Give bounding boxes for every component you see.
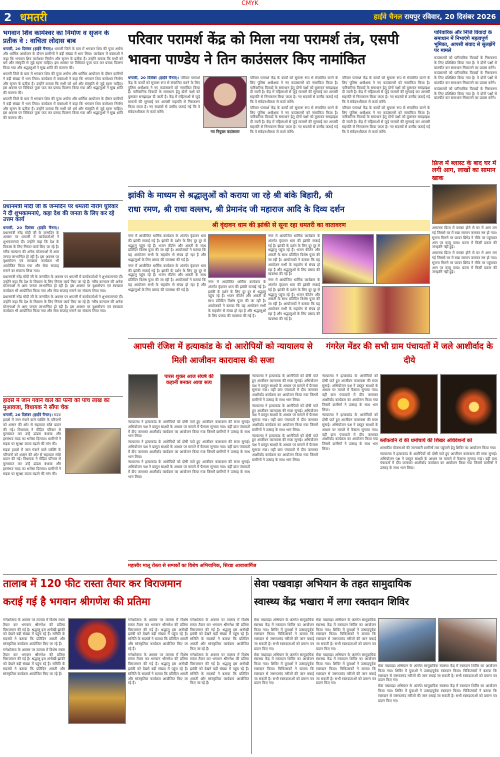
article-fridge-fire: फ्रिज में ब्लास्ट के बाद घर में लगी आग, लाखों का सामान खाक अचानक फ्रिज में ब्लास्ट होने से घर में आग लग गई जिससे घर में रखा सामान जलकर नष्ट हो गया। सूचना मिलने पर फायर ब्रिगेड ने मौके पर पहुंचकर आग पर काबू पाया। घटना में किसी प्रकार की जनहानि नहीं हुई। अचानक फ्रिज में ब्लास्ट होने से घर में आग लग गई जिससे घर में रखा सामान जलकर नष्ट हो गया। सूचना मिलने पर फायर ब्रिगेड ने मौके पर पहुंचकर आग पर काबू पाया। घटना में किसी प्रकार की जनहानि नहीं हुई।	[432, 160, 497, 275]
bottom-right-headline: सेवा पखवाड़ा अभियान के तहत सामुदायिक स्वास्थ्य केंद्र भखारा में लगा रक्तदान शिविर	[254, 579, 412, 608]
strip-headline: महासीर मालू रोस्ता से सम्पर्कों का विशेष अभियानिक, सिरडा आवाजार्मिज	[128, 564, 257, 569]
print-color-mark: CMYK	[241, 0, 259, 7]
mid-body-1: न्यायालय ने हत्याकांड के आरोपियों को दोषी पाते हुए आजीवन कारावास की सजा सुनाई। अभियोजन पक्ष ने प्रस्तुत साक्ष्यों के आधार पर मामले में फैसला सुनाया गया। वहीं ग्राम पंचायतों में दीप जलाकर आशीर्वाद कार्यक्रम का आयोजन किया गया जिसमें ग्रामीणों ने उत्साह के साथ भाग लिया। न्यायालय ने हत्याकांड के आरोपियों को दोषी पाते हुए आजीवन कारावास की सजा सुनाई। अभियोजन पक्ष ने प्रस्तुत साक्ष्यों के आधार पर मामले में फैसला सुनाया गया। वहीं ग्राम पंचायतों में दीप जलाकर आशीर्वाद कार्यक्रम का आयोजन किया गया जिसमें ग्रामीणों ने उत्साह के साथ भाग लिया। न्यायालय ने हत्याकांड के आरोपियों को दोषी पाते हुए आजीवन कारावास की सजा सुनाई। अभियोजन पक्ष ने प्रस्तुत साक्ष्यों के आधार पर मामले में फैसला सुनाया गया। वहीं ग्राम पंचायतों में दीप जलाकर आशीर्वाद कार्यक्रम का आयोजन किया गया जिसमें ग्रामीणों ने उत्साह के साथ भाग लिया।	[252, 374, 318, 462]
jhanki-photo-2	[322, 234, 374, 284]
article-body: धमतरी, 20 दिसंबर (हाईवे चैनल)। प्रधानमंत्री नरेंद्र मोदी जी के जन्मदिन के अवसर पर धमतरी में कार्यकर्ताओं ने शुभकामनाएं दीं। उन्होंने कहा कि देश के विकास के लिए निरंतर कार्य किए जा रहे हैं। गरीब कल्याण की अनेक योजनाओं से आम जनता लाभान्वित हो रही है। इस अवसर पर वृक्षारोपण एवं स्वच्छता कार्यक्रम भी आयोजित किया गया और सेवा सप्ताह मनाने का संकल्प लिया गया।	[3, 224, 59, 273]
mid-sub-left: पारस शुक्ल आज संघर्ष की कहानी बनकर आया सत्य	[164, 374, 214, 386]
newspaper-city: रायपुर	[404, 13, 421, 21]
ganesh-photo-2	[68, 672, 126, 724]
masthead	[0, 10, 500, 25]
center-banner: श्री वृंदावन धाम की झांकी से सूना रहा धमतरी का वातावरण	[128, 220, 430, 231]
bottom-left-headline: तालाब में 120 फीट रास्ता तैयार कर विराजमान कराई गई है भगवान श्रीगणेश की प्रतिमा	[3, 579, 182, 608]
bottom-left-body-3: गणेशोत्सव के अवसर पर तालाब में विशेष रास्ता तैयार कर भगवान श्रीगणेश की प्रतिमा विराजमान की गई है। श्रद्धालु इस अनोखी झांकी को देखने बड़ी संख्या में पहुंच रहे हैं। समिति के सदस्यों ने बताया कि प्रतिदिन आरती और सांस्कृतिक कार्यक्रम आयोजित किए जा रहे हैं। गणेशोत्सव के अवसर पर तालाब में विशेष रास्ता तैयार कर भगवान श्रीगणेश की प्रतिमा विराजमान की गई है। श्रद्धालु इस अनोखी झांकी को देखने बड़ी संख्या में पहुंच रहे हैं। समिति के सदस्यों ने बताया कि प्रतिदिन आरती और सांस्कृतिक कार्यक्रम आयोजित किए जा रहे हैं।	[190, 618, 249, 686]
blood-donation-photo-1	[378, 618, 436, 662]
center-body-1: नगर में आयोजित धार्मिक कार्यक्रम के अंतर्गत वृंदावन धाम की झांकी सजाई गई है। झांकी के दर्शन के लिए दूर दूर से श्रद्धालु पहुंच रहे हैं। भजन कीर्तन और आरती के साथ प्रतिदिन विशेष पूजा की जा रही है। आयोजकों ने बताया कि यह आयोजन सभी के सहयोग से संपन्न हो रहा है और श्रद्धालुओं के लिए प्रसाद की व्यवस्था की गई है। नगर में आयोजित धार्मिक कार्यक्रम के अंतर्गत वृंदावन धाम की झांकी सजाई गई है। झांकी के दर्शन के लिए दूर दूर से श्रद्धालु पहुंच रहे हैं। भजन कीर्तन और आरती के साथ प्रतिदिन विशेष पूजा की जा रही है। आयोजकों ने बताया कि यह आयोजन सभी के सहयोग से संपन्न हो रहा है और श्रद्धालुओं के लिए प्रसाद की व्यवस्था की गई है।	[128, 234, 206, 292]
article-compensation	[3, 398, 123, 566]
masthead-info	[374, 10, 496, 25]
divider	[3, 200, 123, 201]
fire-photo	[432, 184, 497, 224]
sp-portrait-photo	[203, 76, 247, 128]
article-byline: धमतरी, 20 दिसंबर (हाईवे चैनल)।	[3, 46, 54, 51]
issue-date: रविवार, 20 दिसंबर 2026	[422, 13, 496, 21]
jhanki-photo-1	[208, 234, 266, 278]
accused-photo-1	[128, 374, 158, 418]
center-headline: झांकी के माध्यम से श्रद्धालुओं को कराया जा रहे श्री बांके बिहारी, श्री राधा रमण, श्री राधा वल्लभ, श्री प्रेमानंद जी महाराज आदि के दिव्य दर्शन	[128, 190, 345, 214]
lead-body-left: धमतरी, 20 दिसंबर (हाईवे चैनल)। परिवार परामर्श केंद्र के कार्यों को सुचारू रूप से संचालित करने के लिए पुलिस अधीक्षक ने नए काउंसलरों को नामांकित किया है। पारिवारिक विवादों के समाधान हेतु दोनों पक्षों को बुलाकर समझाइश दी जाती है। केंद्र में महिलाओं से जुड़े मामलों की सुनवाई कर आपसी सहमति से निराकरण किया जाता है। नए सदस्यों से उम्मीद जताई गई कि वे संवेदनशीलता से कार्य करेंगे।	[128, 76, 200, 114]
photo-caption: नव नियुक्त काउंसलर	[210, 129, 240, 134]
bottom-right-body-3: सेवा पखवाड़ा अभियान के अंतर्गत सामुदायिक स्वास्थ्य केंद्र में रक्तदान शिविर का आयोजन किया गया। शिविर में युवाओं ने उत्साहपूर्वक रक्तदान किया। चिकित्सकों ने बताया कि रक्तदान से जरूरतमंद मरीजों की जान बचाई जा सकती है। सभी रक्तदाताओं को प्रमाण पत्र प्रदान किए गए। सेवा पखवाड़ा अभियान के अंतर्गत सामुदायिक स्वास्थ्य केंद्र में रक्तदान शिविर का आयोजन किया गया। शिविर में युवाओं ने उत्साहपूर्वक रक्तदान किया। चिकित्सकों ने बताया कि रक्तदान से जरूरतमंद मरीजों की जान बचाई जा सकती है। सभी रक्तदाताओं को प्रमाण पत्र प्रदान किए गए।	[378, 664, 497, 703]
lead-body-mid: परिवार परामर्श केंद्र के कार्यों को सुचारू रूप से संचालित करने के लिए पुलिस अधीक्षक ने नए काउंसलरों को नामांकित किया है। पारिवारिक विवादों के समाधान हेतु दोनों पक्षों को बुलाकर समझाइश दी जाती है। केंद्र में महिलाओं से जुड़े मामलों की सुनवाई कर आपसी सहमति से निराकरण किया जाता है। नए सदस्यों से उम्मीद जताई गई कि वे संवेदनशीलता से कार्य करेंगे। परिवार परामर्श केंद्र के कार्यों को सुचारू रूप से संचालित करने के लिए पुलिस अधीक्षक ने नए काउंसलरों को नामांकित किया है। पारिवारिक विवादों के समाधान हेतु दोनों पक्षों को बुलाकर समझाइश दी जाती है। केंद्र में महिलाओं से जुड़े मामलों की सुनवाई कर आपसी सहमति से निराकरण किया जाता है। नए सदस्यों से उम्मीद जताई गई कि वे संवेदनशीलता से कार्य करेंगे।	[250, 76, 338, 134]
divider	[128, 338, 497, 339]
article-body: धमतरी, 20 दिसंबर (हाईवे चैनल)। सड़क हादसे में जान गंवाने वाले व्यक्ति के परिजनों को शासन की ओर से सहायता राशि प्रदान की गई। विधायक ने पीड़ित परिवार से मुलाकात कर उन्हें ढांढस बंधाया और हरसंभव मदद का भरोसा दिलाया। ग्रामीणों ने सड़क पर सुरक्षा उपाय बढ़ाने की मांग की। सड़क हादसे में जान गंवाने वाले व्यक्ति के परिजनों को शासन की ओर से सहायता राशि प्रदान की गई। विधायक ने पीड़ित परिवार से मुलाकात कर उन्हें ढांढस बंधाया और हरसंभव मदद का भरोसा दिलाया। ग्रामीणों ने सड़क पर सुरक्षा उपाय बढ़ाने की मांग की।	[3, 412, 61, 476]
article-headline: प्रधानमंत्री मोदी जी के जन्मदिन पर धमतरी नीरोग घुरिवार ने दी शुभकामनाएं, कहा देश की जनता के लिए कर रहे उत्तम कार्य	[3, 204, 119, 224]
divider	[3, 574, 497, 575]
article-counsel-side: पारिवारिक और निजि विवादों के समाधान में निभाएंगे महत्वपूर्ण भूमिका, आपसी संवाद से सुलझेंगे पर मामले काउंसलरों को पारिवारिक विवादों के निराकरण के लिए प्रशिक्षित किया गया है। वे दोनों पक्षों से बातचीत कर समाधान निकालने का प्रयास करेंगे। काउंसलरों को पारिवारिक विवादों के निराकरण के लिए प्रशिक्षित किया गया है। वे दोनों पक्षों से बातचीत कर समाधान निकालने का प्रयास करेंगे। काउंसलरों को पारिवारिक विवादों के निराकरण के लिए प्रशिक्षित किया गया है। वे दोनों पक्षों से बातचीत कर समाधान निकालने का प्रयास करेंगे।	[434, 30, 497, 101]
page-number: 2	[4, 11, 12, 24]
article-headline: पारिवारिक और निजि विवादों के समाधान में निभाएंगे महत्वपूर्ण भूमिका, आपसी संवाद से सुलझेंगे पर मामले	[434, 30, 496, 54]
diya-photo-1	[380, 374, 438, 434]
mid-body-2: न्यायालय ने हत्याकांड के आरोपियों को दोषी पाते हुए आजीवन कारावास की सजा सुनाई। अभियोजन पक्ष ने प्रस्तुत साक्ष्यों के आधार पर मामले में फैसला सुनाया गया। वहीं ग्राम पंचायतों में दीप जलाकर आशीर्वाद कार्यक्रम का आयोजन किया गया जिसमें ग्रामीणों ने उत्साह के साथ भाग लिया। न्यायालय ने हत्याकांड के आरोपियों को दोषी पाते हुए आजीवन कारावास की सजा सुनाई। अभियोजन पक्ष ने प्रस्तुत साक्ष्यों के आधार पर मामले में फैसला सुनाया गया। वहीं ग्राम पंचायतों में दीप जलाकर आशीर्वाद कार्यक्रम का आयोजन किया गया जिसमें ग्रामीणों ने उत्साह के साथ भाग लिया। न्यायालय ने हत्याकांड के आरोपियों को दोषी पाते हुए आजीवन कारावास की सजा सुनाई। अभियोजन पक्ष ने प्रस्तुत साक्ष्यों के आधार पर मामले में फैसला सुनाया गया। वहीं ग्राम पंचायतों में दीप जलाकर आशीर्वाद कार्यक्रम का आयोजन किया गया जिसमें ग्रामीणों ने उत्साह के साथ भाग लिया।	[128, 420, 250, 479]
divider	[3, 396, 123, 397]
ganesh-photo-1	[68, 618, 126, 670]
mid-right-headline: गंगरेल मेंडर की सभी ग्राम पंचायतों में जले आशीर्वाद के दीये	[326, 341, 493, 365]
jhanki-photo-3	[376, 234, 430, 284]
article-body: धमतरी, 20 दिसंबर (हाईवे चैनल)। धमतरी जिले के ग्राम में भगवान शिव की पूजा अर्चना और धार्मिक आयोजन के दौरान ग्रामीणों ने बड़ी संख्या में भाग लिया। कार्यक्रम में वक्ताओं ने कहा कि भगवान शिव कामेश्वर निर्माण और सृजन के प्रतीक हैं। उन्होंने बताया कि सभी को धर्म और संस्कृति से जुड़े रहना चाहिए। इस अवसर पर विधिवत पूजा पाठ कर प्रसाद वितरण किया गया और श्रद्धालुओं ने सुख शांति की कामना की। धमतरी जिले के ग्राम में भगवान शिव की पूजा अर्चना और धार्मिक आयोजन के दौरान ग्रामीणों ने बड़ी संख्या में भाग लिया। कार्यक्रम में वक्ताओं ने कहा कि भगवान शिव कामेश्वर निर्माण और सृजन के प्रतीक हैं। उन्होंने बताया कि सभी को धर्म और संस्कृति से जुड़े रहना चाहिए। इस अवसर पर विधिवत पूजा पाठ कर प्रसाद वितरण किया गया और श्रद्धालुओं ने सुख शांति की कामना की। धमतरी जिले के ग्राम में भगवान शिव की पूजा अर्चना और धार्मिक आयोजन के दौरान ग्रामीणों ने बड़ी संख्या में भाग लिया। कार्यक्रम में वक्ताओं ने कहा कि भगवान शिव कामेश्वर निर्माण और सृजन के प्रतीक हैं। उन्होंने बताया कि सभी को धर्म और संस्कृति से जुड़े रहना चाहिए। इस अवसर पर विधिवत पूजा पाठ कर प्रसाद वितरण किया गया और श्रद्धालुओं ने सुख शांति की कामना की।	[3, 46, 123, 121]
article-headline: भगवान शिव कामेश्वर का निर्माण व सृजन के प्रतीक वे : वाचिता लोदास बाब	[3, 30, 109, 45]
cheque-handover-photo	[65, 428, 121, 474]
bottom-right-body-1: सेवा पखवाड़ा अभियान के अंतर्गत सामुदायिक स्वास्थ्य केंद्र में रक्तदान शिविर का आयोजन किया गया। शिविर में युवाओं ने उत्साहपूर्वक रक्तदान किया। चिकित्सकों ने बताया कि रक्तदान से जरूरतमंद मरीजों की जान बचाई जा सकती है। सभी रक्तदाताओं को प्रमाण पत्र प्रदान किए गए। सेवा पखवाड़ा अभियान के अंतर्गत सामुदायिक स्वास्थ्य केंद्र में रक्तदान शिविर का आयोजन किया गया। शिविर में युवाओं ने उत्साहपूर्वक रक्तदान किया। चिकित्सकों ने बताया कि रक्तदान से जरूरतमंद मरीजों की जान बचाई जा सकती है। सभी रक्तदाताओं को प्रमाण पत्र प्रदान किए गए।	[254, 618, 314, 686]
lead-headline: परिवार परामर्श केंद्र को मिला नया परामर्श तंत्र, एसपी भावना पाण्डेय ने तिन काउंसलर किए नामांकित	[128, 32, 399, 68]
article-headline: हादसे में जान गंवाने वाले की पत्नी को पांच लाख का मुआवजा, विधायक ने सौंपा चेक	[3, 398, 110, 411]
newspaper-brand: हाईवे चैनल	[373, 13, 403, 21]
bottom-left-body-2: गणेशोत्सव के अवसर पर तालाब में विशेष रास्ता तैयार कर भगवान श्रीगणेश की प्रतिमा विराजमान की गई है। श्रद्धालु इस अनोखी झांकी को देखने बड़ी संख्या में पहुंच रहे हैं। समिति के सदस्यों ने बताया कि प्रतिदिन आरती और सांस्कृतिक कार्यक्रम आयोजित किए जा रहे हैं। गणेशोत्सव के अवसर पर तालाब में विशेष रास्ता तैयार कर भगवान श्रीगणेश की प्रतिमा विराजमान की गई है। श्रद्धालु इस अनोखी झांकी को देखने बड़ी संख्या में पहुंच रहे हैं। समिति के सदस्यों ने बताया कि प्रतिदिन आरती और सांस्कृतिक कार्यक्रम आयोजित किए जा रहे हैं।	[128, 618, 188, 686]
section-title: धमतरी	[20, 11, 47, 24]
jhanki-photo-4	[322, 286, 430, 334]
article-headline: फ्रिज में ब्लास्ट के बाद घर में लगी आग, लाखों का सामान खाक	[432, 160, 497, 182]
center-body-3: नगर में आयोजित धार्मिक कार्यक्रम के अंतर्गत वृंदावन धाम की झांकी सजाई गई है। झांकी के दर्शन के लिए दूर दूर से श्रद्धालु पहुंच रहे हैं। भजन कीर्तन और आरती के साथ प्रतिदिन विशेष पूजा की जा रही है। आयोजकों ने बताया कि यह आयोजन सभी के सहयोग से संपन्न हो रहा है और श्रद्धालुओं के लिए प्रसाद की व्यवस्था की गई है। नगर में आयोजित धार्मिक कार्यक्रम के अंतर्गत वृंदावन धाम की झांकी सजाई गई है। झांकी के दर्शन के लिए दूर दूर से श्रद्धालु पहुंच रहे हैं। भजन कीर्तन और आरती के साथ प्रतिदिन विशेष पूजा की जा रही है। आयोजकों ने बताया कि यह आयोजन सभी के सहयोग से संपन्न हो रहा है और श्रद्धालुओं के लिए प्रसाद की व्यवस्था की गई है।	[268, 234, 320, 321]
blood-donation-photo-2	[438, 618, 497, 662]
mid-body-3: न्यायालय ने हत्याकांड के आरोपियों को दोषी पाते हुए आजीवन कारावास की सजा सुनाई। अभियोजन पक्ष ने प्रस्तुत साक्ष्यों के आधार पर मामले में फैसला सुनाया गया। वहीं ग्राम पंचायतों में दीप जलाकर आशीर्वाद कार्यक्रम का आयोजन किया गया जिसमें ग्रामीणों ने उत्साह के साथ भाग लिया। न्यायालय ने हत्याकांड के आरोपियों को दोषी पाते हुए आजीवन कारावास की सजा सुनाई। अभियोजन पक्ष ने प्रस्तुत साक्ष्यों के आधार पर मामले में फैसला सुनाया गया। वहीं ग्राम पंचायतों में दीप जलाकर आशीर्वाद कार्यक्रम का आयोजन किया गया जिसमें ग्रामीणों ने उत्साह के साथ भाग लिया।	[322, 374, 378, 451]
lead-body-right: परिवार परामर्श केंद्र के कार्यों को सुचारू रूप से संचालित करने के लिए पुलिस अधीक्षक ने नए काउंसलरों को नामांकित किया है। पारिवारिक विवादों के समाधान हेतु दोनों पक्षों को बुलाकर समझाइश दी जाती है। केंद्र में महिलाओं से जुड़े मामलों की सुनवाई कर आपसी सहमति से निराकरण किया जाता है। नए सदस्यों से उम्मीद जताई गई कि वे संवेदनशीलता से कार्य करेंगे। परिवार परामर्श केंद्र के कार्यों को सुचारू रूप से संचालित करने के लिए पुलिस अधीक्षक ने नए काउंसलरों को नामांकित किया है। पारिवारिक विवादों के समाधान हेतु दोनों पक्षों को बुलाकर समझाइश दी जाती है। केंद्र में महिलाओं से जुड़े मामलों की सुनवाई कर आपसी सहमति से निराकरण किया जाता है। नए सदस्यों से उम्मीद जताई गई कि वे संवेदनशीलता से कार्य करेंगे।	[342, 76, 430, 134]
divider	[128, 560, 497, 561]
divider	[128, 186, 430, 187]
divider	[251, 576, 252, 754]
accused-photo-2	[220, 374, 250, 418]
bottom-left-body-1: गणेशोत्सव के अवसर पर तालाब में विशेष रास्ता तैयार कर भगवान श्रीगणेश की प्रतिमा विराजमान की गई है। श्रद्धालु इस अनोखी झांकी को देखने बड़ी संख्या में पहुंच रहे हैं। समिति के सदस्यों ने बताया कि प्रतिदिन आरती और सांस्कृतिक कार्यक्रम आयोजित किए जा रहे हैं। गणेशोत्सव के अवसर पर तालाब में विशेष रास्ता तैयार कर भगवान श्रीगणेश की प्रतिमा विराजमान की गई है। श्रद्धालु इस अनोखी झांकी को देखने बड़ी संख्या में पहुंच रहे हैं। समिति के सदस्यों ने बताया कि प्रतिदिन आरती और सांस्कृतिक कार्यक्रम आयोजित किए जा रहे हैं।	[3, 618, 65, 676]
mid-left-headline: आपसी रंजिश में हत्याकांड के दो आरोपियों को न्यायालय से मिली आजीवन कारावास की सजा	[133, 341, 313, 365]
article-shiv	[3, 30, 123, 198]
mid-sub-right: ब्लॉकवनि रो की धर्माचार्य की शिखर अधिवेशनों को शासकीय योजनाओं की जानकारी ग्रामीणों तक पहुंचाने हेतु शिविर का आयोजन किया गया। न्यायालय ने हत्याकांड के आरोपियों को दोषी पाते हुए आजीवन कारावास की सजा सुनाई। अभियोजन पक्ष ने प्रस्तुत साक्ष्यों के आधार पर मामले में फैसला सुनाया गया। वहीं ग्राम पंचायतों में दीप जलाकर आशीर्वाद कार्यक्रम का आयोजन किया गया जिसमें ग्रामीणों ने उत्साह के साथ भाग लिया।	[380, 438, 497, 471]
person-photo	[63, 232, 121, 268]
lead-byline: धमतरी, 20 दिसंबर (हाईवे चैनल)।	[128, 76, 180, 80]
diya-photo-2	[440, 374, 497, 434]
center-body-2: नगर में आयोजित धार्मिक कार्यक्रम के अंतर्गत वृंदावन धाम की झांकी सजाई गई है। झांकी के दर्शन के लिए दूर दूर से श्रद्धालु पहुंच रहे हैं। भजन कीर्तन और आरती के साथ प्रतिदिन विशेष पूजा की जा रही है। आयोजकों ने बताया कि यह आयोजन सभी के सहयोग से संपन्न हो रहा है और श्रद्धालुओं के लिए प्रसाद की व्यवस्था की गई है।	[208, 280, 266, 318]
article-pm-birthday: प्रधानमंत्री मोदी जी के जन्मदिन पर धमतरी नीरोग घुरिवार ने दी शुभकामनाएं, कहा देश की जनता के लिए कर रहे उत्तम कार्य धमतरी, 20 दिसंबर (हाईवे चैनल)। प्रधानमंत्री नरेंद्र मोदी जी के जन्मदिन के अवसर पर धमतरी में कार्यकर्ताओं ने शुभकामनाएं दीं। उन्होंने कहा कि देश के विकास के लिए निरंतर कार्य किए जा रहे हैं। गरीब कल्याण की अनेक योजनाओं से आम जनता लाभान्वित हो रही है। इस अवसर पर वृक्षारोपण एवं स्वच्छता कार्यक्रम भी आयोजित किया गया और सेवा सप्ताह मनाने का संकल्प लिया गया। प्रधानमंत्री नरेंद्र मोदी जी के जन्मदिन के अवसर पर धमतरी में कार्यकर्ताओं ने शुभकामनाएं दीं। उन्होंने कहा कि देश के विकास के लिए निरंतर कार्य किए जा रहे हैं। गरीब कल्याण की अनेक योजनाओं से आम जनता लाभान्वित हो रही है। इस अवसर पर वृक्षारोपण एवं स्वच्छता कार्यक्रम भी आयोजित किया गया और सेवा सप्ताह मनाने का संकल्प लिया गया। प्रधानमंत्री नरेंद्र मोदी जी के जन्मदिन के अवसर पर धमतरी में कार्यकर्ताओं ने शुभकामनाएं दीं। उन्होंने कहा कि देश के विकास के लिए निरंतर कार्य किए जा रहे हैं। गरीब कल्याण की अनेक योजनाओं से आम जनता लाभान्वित हो रही है। इस अवसर पर वृक्षारोपण एवं स्वच्छता कार्यक्रम भी आयोजित किया गया और सेवा सप्ताह मनाने का संकल्प लिया गया।	[3, 204, 123, 314]
bottom-right-body-2: सेवा पखवाड़ा अभियान के अंतर्गत सामुदायिक स्वास्थ्य केंद्र में रक्तदान शिविर का आयोजन किया गया। शिविर में युवाओं ने उत्साहपूर्वक रक्तदान किया। चिकित्सकों ने बताया कि रक्तदान से जरूरतमंद मरीजों की जान बचाई जा सकती है। सभी रक्तदाताओं को प्रमाण पत्र प्रदान किए गए। सेवा पखवाड़ा अभियान के अंतर्गत सामुदायिक स्वास्थ्य केंद्र में रक्तदान शिविर का आयोजन किया गया। शिविर में युवाओं ने उत्साहपूर्वक रक्तदान किया। चिकित्सकों ने बताया कि रक्तदान से जरूरतमंद मरीजों की जान बचाई जा सकती है। सभी रक्तदाताओं को प्रमाण पत्र प्रदान किए गए।	[316, 618, 376, 686]
